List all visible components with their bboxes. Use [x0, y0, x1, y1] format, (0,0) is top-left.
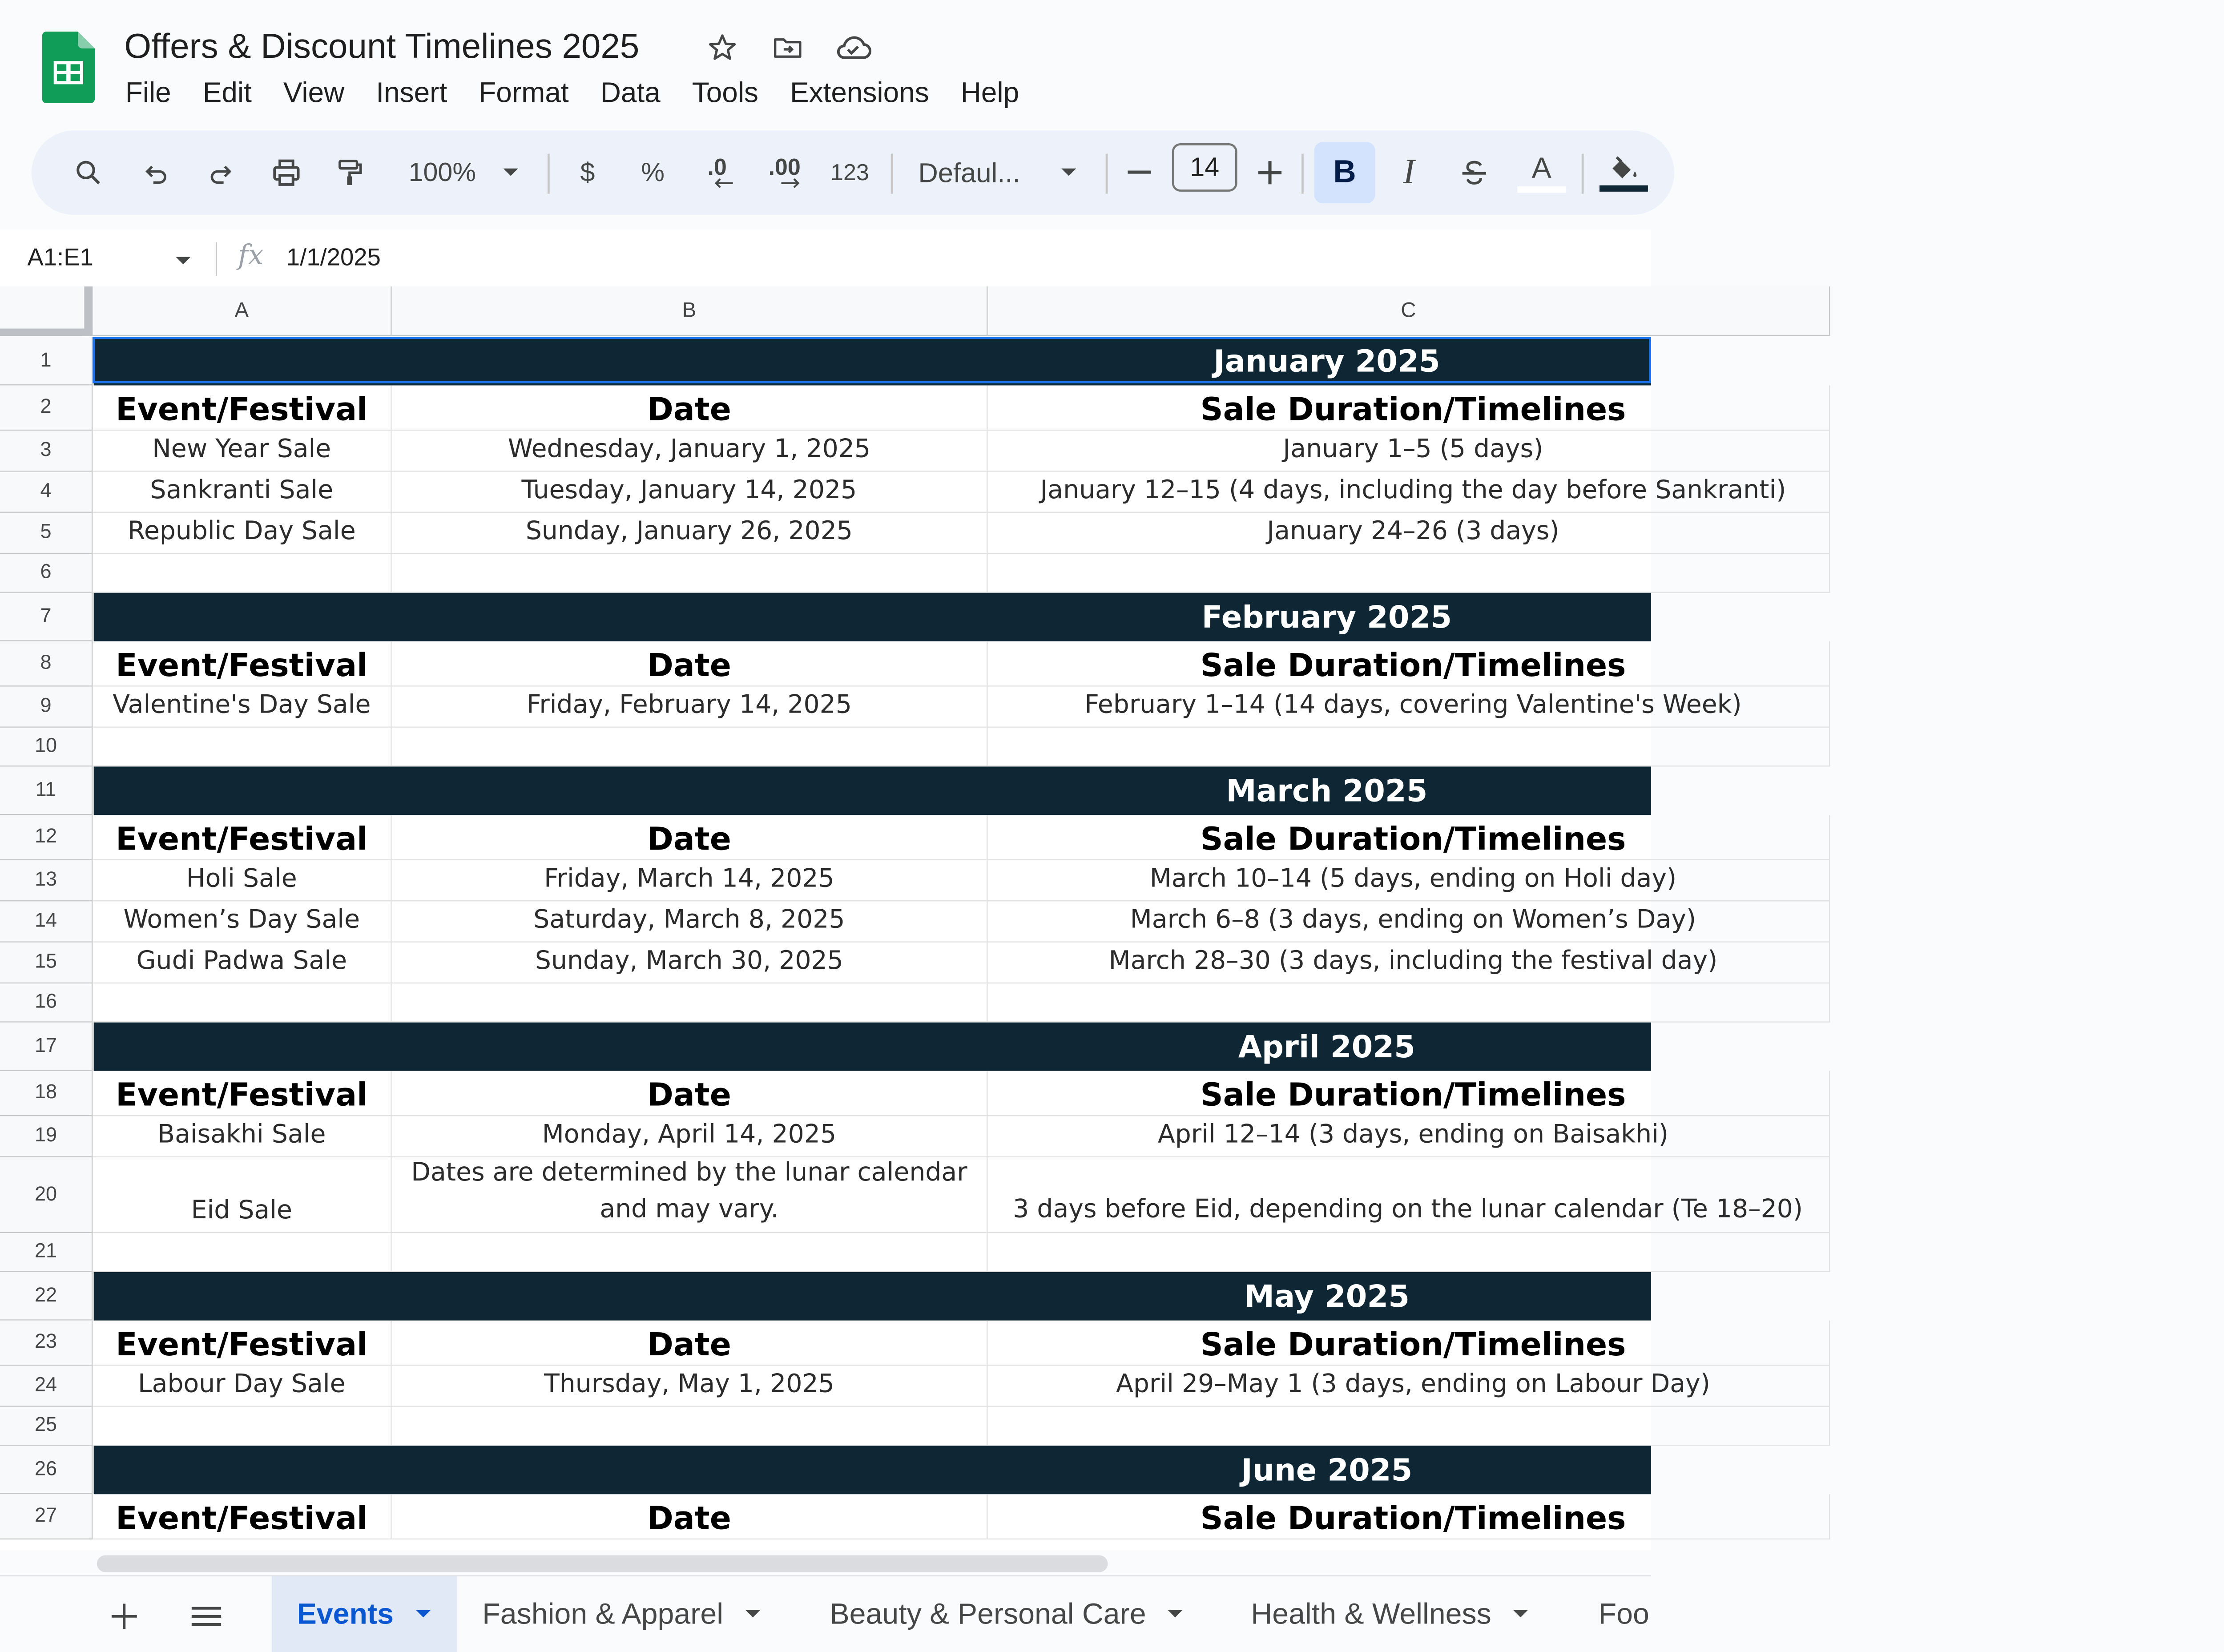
column-label-cell[interactable] — [988, 641, 1830, 687]
row-header[interactable]: 5 — [0, 513, 93, 554]
toolbar-separator — [548, 154, 550, 194]
column-label-cell[interactable]: Event/Festival — [93, 1071, 391, 1116]
cell-event[interactable]: Valentine's Day Sale — [93, 687, 391, 728]
month-header-band[interactable] — [94, 766, 1651, 815]
increase-decimal-button[interactable] — [758, 152, 810, 194]
cloud-saved-icon[interactable] — [836, 31, 870, 64]
row-header[interactable]: 7 — [0, 593, 93, 641]
increase-font-size-icon[interactable] — [1251, 152, 1289, 194]
cell-duration[interactable] — [988, 728, 1830, 767]
cell-duration[interactable] — [988, 1366, 1830, 1406]
cell-text: Sale Duration/Timelines — [1200, 391, 1626, 429]
month-header-band[interactable] — [94, 1446, 1651, 1494]
cell-text: Sale Duration/Timelines — [1200, 1326, 1626, 1364]
toolbar-separator — [1301, 154, 1304, 194]
month-title: March 2025 — [1226, 773, 1428, 809]
cell-event[interactable]: New Year Sale — [93, 431, 391, 471]
tab-menu-icon[interactable] — [415, 1609, 431, 1620]
column-label-cell[interactable] — [988, 815, 1830, 860]
cell-event[interactable] — [93, 1407, 391, 1446]
decrease-font-size-icon[interactable] — [1120, 152, 1158, 194]
cell-text: 3 days before Eid, depending on the lunar calendar (Te 18–20) — [1013, 1194, 1803, 1224]
cell-date[interactable]: Wednesday, January 1, 2025 — [392, 431, 988, 471]
cell-event[interactable] — [93, 554, 391, 593]
row-header[interactable]: 3 — [0, 431, 93, 471]
column-label-cell[interactable]: Event/Festival — [93, 815, 391, 860]
month-title: February 2025 — [1201, 599, 1452, 635]
fx-icon: fx — [238, 240, 264, 272]
row-header[interactable]: 19 — [0, 1116, 93, 1157]
menu-bar — [109, 74, 1035, 112]
undo-icon[interactable] — [135, 152, 177, 194]
column-header-c[interactable]: C — [988, 286, 1830, 336]
row-header[interactable]: 25 — [0, 1407, 93, 1446]
column-label-cell[interactable]: Event/Festival — [93, 641, 391, 687]
menu-tools[interactable]: Tools — [692, 77, 759, 109]
month-header-band[interactable] — [94, 1023, 1651, 1071]
column-label-cell[interactable]: Event/Festival — [93, 385, 391, 431]
column-label-cell[interactable]: Date — [392, 1071, 988, 1116]
row-header[interactable]: 21 — [0, 1233, 93, 1272]
toolbar — [32, 131, 1674, 215]
cell-duration[interactable] — [988, 983, 1830, 1023]
cell-date[interactable]: Friday, March 14, 2025 — [392, 860, 988, 901]
cell-date[interactable] — [392, 728, 988, 767]
column-label-cell[interactable] — [988, 1494, 1830, 1539]
formula-separator — [216, 242, 217, 276]
row-header[interactable]: 24 — [0, 1366, 93, 1406]
fill-color-icon[interactable] — [1600, 152, 1647, 194]
column-label-cell[interactable]: Event/Festival — [93, 1321, 391, 1366]
column-label-cell[interactable] — [988, 1321, 1830, 1366]
cell-duration[interactable] — [988, 1157, 1830, 1233]
row-header[interactable]: 8 — [0, 641, 93, 687]
menu-insert[interactable]: Insert — [376, 77, 447, 109]
column-header-b[interactable]: B — [392, 286, 988, 336]
cell-text: February 1–14 (14 days, covering Valentine's Week) — [1084, 689, 1742, 719]
cell-event[interactable]: Eid Sale — [93, 1157, 391, 1233]
cell-date[interactable]: Dates are determined by the lunar calendar and may vary. — [392, 1157, 988, 1233]
row-header[interactable]: 16 — [0, 983, 93, 1023]
menu-format[interactable]: Format — [479, 77, 569, 109]
cell-date[interactable] — [392, 554, 988, 593]
italic-button[interactable]: I — [1403, 153, 1415, 192]
name-box[interactable]: A1:E1 — [27, 243, 93, 271]
column-label-cell[interactable]: Event/Festival — [93, 1494, 391, 1539]
sheet-tab-fashion-apparel[interactable] — [457, 1576, 804, 1652]
menu-edit[interactable]: Edit — [202, 77, 252, 109]
cell-duration[interactable] — [988, 472, 1830, 513]
column-label-cell[interactable]: Date — [392, 1321, 988, 1366]
row-header[interactable]: 22 — [0, 1272, 93, 1321]
formula-bar — [0, 230, 1651, 287]
paint-format-icon[interactable] — [329, 152, 371, 194]
column-label-cell[interactable]: Date — [392, 641, 988, 687]
row-header[interactable]: 9 — [0, 687, 93, 728]
month-header-band[interactable] — [94, 1272, 1651, 1321]
cell-event[interactable]: Sankranti Sale — [93, 472, 391, 513]
cell-date[interactable] — [392, 1233, 988, 1272]
row-header[interactable]: 17 — [0, 1023, 93, 1071]
cell-event[interactable] — [93, 728, 391, 767]
month-header-band[interactable] — [94, 593, 1651, 641]
row-header[interactable]: 26 — [0, 1446, 93, 1494]
cell-event[interactable] — [93, 983, 391, 1023]
cell-duration[interactable] — [988, 901, 1830, 942]
row-header[interactable]: 13 — [0, 860, 93, 901]
cell-event[interactable]: Gudi Padwa Sale — [93, 943, 391, 983]
add-sheet-icon[interactable] — [105, 1597, 143, 1635]
move-folder-icon[interactable] — [771, 31, 805, 64]
cell-text: April 29–May 1 (3 days, ending on Labour Day) — [1116, 1369, 1710, 1398]
spreadsheet-grid — [0, 286, 1803, 1550]
row-header[interactable]: 12 — [0, 815, 93, 860]
formula-input[interactable]: 1/1/2025 — [286, 243, 381, 271]
cell-text: March 6–8 (3 days, ending on Women’s Day) — [1130, 904, 1696, 934]
cell-text: Sale Duration/Timelines — [1200, 647, 1626, 685]
redo-icon[interactable] — [200, 152, 242, 194]
row-header[interactable]: 23 — [0, 1321, 93, 1366]
currency-format-button[interactable]: $ — [580, 157, 595, 187]
cell-text: March 28–30 (3 days, including the festival day) — [1108, 945, 1718, 975]
cell-event[interactable]: Labour Day Sale — [93, 1366, 391, 1406]
sheet-tab-label: Foo — [1598, 1597, 1649, 1630]
sheets-logo-icon[interactable] — [42, 32, 95, 103]
toolbar-separator — [891, 154, 893, 194]
sheet-tab-label: Beauty & Personal Care — [830, 1597, 1146, 1630]
row-header[interactable]: 27 — [0, 1494, 93, 1539]
cell-text: April 12–14 (3 days, ending on Baisakhi) — [1157, 1119, 1669, 1149]
increase-decimal-label: .00 — [768, 153, 801, 180]
cell-duration[interactable] — [988, 687, 1830, 728]
row-header[interactable]: 6 — [0, 554, 93, 593]
more-formats-button[interactable]: 123 — [830, 159, 869, 185]
row-header[interactable]: 4 — [0, 472, 93, 513]
sheet-tab-label: Events — [297, 1597, 394, 1630]
cell-date[interactable]: Tuesday, January 14, 2025 — [392, 472, 988, 513]
month-title: June 2025 — [1241, 1452, 1413, 1488]
menu-view[interactable]: View — [283, 77, 345, 109]
cell-duration[interactable] — [988, 1116, 1830, 1157]
star-icon[interactable] — [705, 31, 739, 64]
tab-menu-icon[interactable] — [1167, 1609, 1184, 1620]
name-box-dropdown-icon[interactable] — [175, 253, 192, 272]
text-color-label: A — [1531, 151, 1551, 185]
menu-data[interactable]: Data — [600, 77, 661, 109]
print-icon[interactable] — [266, 152, 308, 194]
tab-menu-icon[interactable] — [1512, 1609, 1529, 1620]
sheet-tab-events[interactable] — [272, 1576, 457, 1652]
cell-text: January 1–5 (5 days) — [1283, 434, 1543, 463]
zoom-select[interactable]: 100% — [408, 157, 476, 187]
cell-date[interactable] — [392, 983, 988, 1023]
font-size-input[interactable]: 14 — [1172, 143, 1237, 192]
search-menus-icon[interactable] — [68, 152, 110, 194]
fill-color-swatch — [1600, 185, 1648, 192]
text-color-swatch — [1517, 186, 1566, 193]
cell-duration[interactable] — [988, 860, 1830, 901]
zoom-dropdown-icon[interactable] — [495, 152, 527, 194]
font-dropdown-icon[interactable] — [1053, 152, 1084, 194]
strikethrough-icon[interactable] — [1455, 152, 1493, 194]
sheet-tab-health-wellness[interactable] — [1226, 1576, 1573, 1652]
cell-date[interactable]: Saturday, March 8, 2025 — [392, 901, 988, 942]
column-label-cell[interactable] — [988, 1071, 1830, 1116]
toolbar-separator — [1106, 154, 1108, 194]
cell-date[interactable]: Sunday, March 30, 2025 — [392, 943, 988, 983]
cell-text: Sale Duration/Timelines — [1200, 821, 1626, 858]
cell-event[interactable]: Republic Day Sale — [93, 513, 391, 554]
text-color-button[interactable] — [1516, 152, 1567, 194]
cell-event[interactable]: Baisakhi Sale — [93, 1116, 391, 1157]
row-header[interactable]: 20 — [0, 1157, 93, 1233]
row-header[interactable]: 10 — [0, 728, 93, 767]
cell-duration[interactable] — [988, 1407, 1830, 1446]
month-title: January 2025 — [1213, 343, 1440, 379]
cell-duration[interactable] — [988, 431, 1830, 471]
column-label-cell[interactable] — [988, 385, 1830, 431]
cell-date[interactable] — [392, 1407, 988, 1446]
column-header-a[interactable]: A — [93, 286, 391, 336]
cell-text: January 24–26 (3 days) — [1267, 516, 1559, 546]
cell-text: January 12–15 (4 days, including the day before Sankranti) — [1040, 475, 1786, 504]
cell-event[interactable]: Women’s Day Sale — [93, 901, 391, 942]
horizontal-scrollbar[interactable] — [97, 1555, 1108, 1572]
cell-date[interactable]: Thursday, May 1, 2025 — [392, 1366, 988, 1406]
row-header[interactable]: 11 — [0, 766, 93, 815]
sheet-tab-bar — [0, 1575, 1651, 1652]
cell-duration[interactable] — [988, 943, 1830, 983]
percent-format-button[interactable]: % — [641, 157, 665, 187]
sheet-tab-label: Health & Wellness — [1251, 1597, 1491, 1630]
cell-text: Sale Duration/Timelines — [1200, 1077, 1626, 1114]
cell-date[interactable]: Friday, February 14, 2025 — [392, 687, 988, 728]
row-header[interactable]: 14 — [0, 901, 93, 942]
row-header[interactable]: 18 — [0, 1071, 93, 1116]
column-label-cell[interactable]: Date — [392, 815, 988, 860]
tab-menu-icon[interactable] — [744, 1609, 761, 1620]
column-label-cell[interactable]: Date — [392, 1494, 988, 1539]
cell-duration[interactable] — [988, 1233, 1830, 1272]
cell-text: Sale Duration/Timelines — [1200, 1500, 1626, 1538]
sheet-tab-label: Fashion & Apparel — [482, 1597, 723, 1630]
font-family-select[interactable]: Defaul... — [918, 156, 1020, 188]
month-title: April 2025 — [1238, 1028, 1415, 1065]
menu-file[interactable]: File — [125, 77, 171, 109]
all-sheets-icon[interactable] — [187, 1597, 225, 1635]
arrow-right-icon — [779, 178, 802, 189]
decrease-decimal-button[interactable] — [693, 152, 741, 194]
cell-event[interactable]: Holi Sale — [93, 860, 391, 901]
menu-help[interactable]: Help — [960, 77, 1019, 109]
toolbar-separator — [1582, 154, 1584, 194]
bold-button[interactable]: B — [1314, 142, 1375, 203]
cell-text: March 10–14 (5 days, ending on Holi day) — [1149, 863, 1677, 893]
arrow-left-icon — [712, 178, 735, 189]
sheet-tab-food[interactable] — [1573, 1576, 1651, 1652]
freeze-handle-horizontal[interactable] — [0, 329, 93, 336]
row-header[interactable]: 1 — [0, 337, 93, 386]
month-title: May 2025 — [1244, 1278, 1410, 1314]
cell-date[interactable]: Monday, April 14, 2025 — [392, 1116, 988, 1157]
decrease-decimal-label: .0 — [707, 153, 727, 180]
sheet-tab-beauty-personal-care[interactable] — [805, 1576, 1226, 1652]
selection-range — [93, 337, 1651, 383]
menu-extensions[interactable]: Extensions — [790, 77, 929, 109]
cell-event[interactable] — [93, 1233, 391, 1272]
cell-date[interactable]: Sunday, January 26, 2025 — [392, 513, 988, 554]
document-title[interactable]: Offers & Discount Timelines 2025 — [124, 26, 640, 65]
column-label-cell[interactable]: Date — [392, 385, 988, 431]
row-header[interactable]: 15 — [0, 943, 93, 983]
row-header[interactable]: 2 — [0, 385, 93, 431]
cell-duration[interactable] — [988, 554, 1830, 593]
cell-duration[interactable] — [988, 513, 1830, 554]
